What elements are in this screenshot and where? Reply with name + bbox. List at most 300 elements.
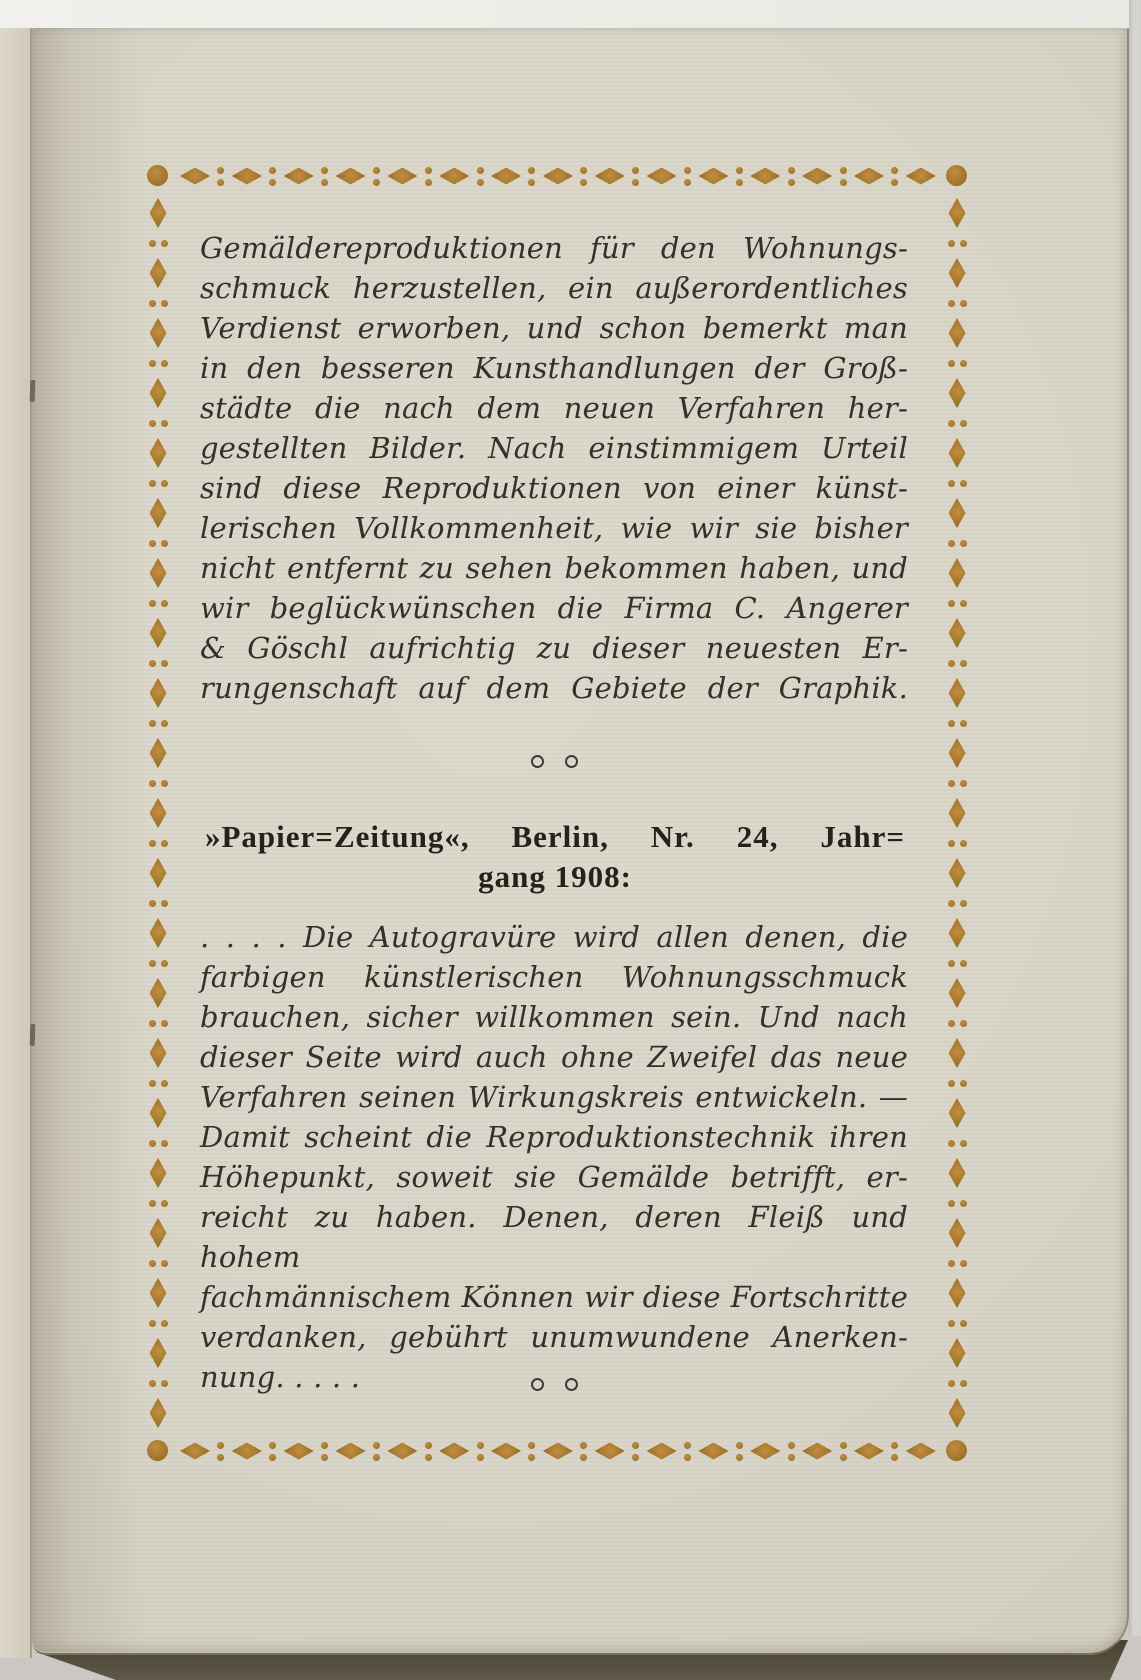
ornament-dots [948,1080,967,1087]
ornament-dot [425,1442,432,1449]
ornament-dots [840,167,847,186]
ornament-dots [948,240,967,247]
ornament-dot [149,720,156,727]
ornament-dot [161,1140,168,1147]
ornament-dot [149,1260,156,1267]
ornament-dots [948,660,967,667]
text-line: lerischen Vollkommenheit, wie wir sie bisher [200,511,908,545]
ornament-diamond [150,618,167,648]
ornament-dots [149,300,168,307]
ornament-dot [840,1442,847,1449]
ornament-dot [425,167,432,174]
ornament-dot [948,720,955,727]
text-line: fachmännischem Können wir diese Fortschritte [200,1280,908,1314]
ornament-dots [528,167,535,186]
ornament-dot [960,1080,967,1087]
photo-background-top [0,0,1141,28]
ornament-dots [948,900,967,907]
ornament-dots [948,780,967,787]
ornament-diamond [150,498,167,528]
ornament-dots [149,1020,168,1027]
ornament-diamond [150,858,167,888]
ornament-dots [149,600,168,607]
ornament-dot [948,900,955,907]
ornament-dot [891,179,898,186]
ornament-diamond [543,168,573,185]
ornament-diamond [150,678,167,708]
ornament-dot [425,1454,432,1461]
ornament-dots [948,1320,967,1327]
ornament-diamond [949,918,966,948]
ornament-dots [425,1442,432,1461]
ornament-diamond [180,1443,210,1460]
ornament-dot [840,179,847,186]
ornament-dots [149,1200,168,1207]
ornament-dots [269,167,276,186]
ornament-dot [149,480,156,487]
binding-stitch [30,1024,36,1046]
ornament-dots [948,540,967,547]
underlying-page-edge [0,28,32,1658]
ornament-diamond [949,1218,966,1248]
ring-ornament-icon [565,755,578,768]
paragraph-testimonial-1 [200,228,908,708]
text-line: schmuck herzustellen, ein außerordentliches [200,271,908,305]
ornament-dot [321,1442,328,1449]
ornament-dot [161,540,168,547]
ornament-dot [960,1320,967,1327]
ornament-diamond [150,1278,167,1308]
ornament-dot [161,1380,168,1387]
ornament-dots [948,1140,967,1147]
ornament-dot [161,840,168,847]
text-line: rungenschaft auf dem Gebiete der Graphik. [200,671,908,705]
ornament-dot [891,1454,898,1461]
ornament-dot [960,720,967,727]
ornament-dot [948,600,955,607]
ornament-diamond [949,1278,966,1308]
ornament-dot [477,1454,484,1461]
ornament-dots [149,960,168,967]
ornament-dot [161,780,168,787]
ornament-dot [373,1442,380,1449]
ornament-diamond [150,1398,167,1428]
ornament-diamond [949,558,966,588]
ornament-dots [149,1260,168,1267]
ornament-dot [948,1080,955,1087]
ornament-diamond [387,168,417,185]
ornament-diamond [949,858,966,888]
ornament-dot [161,480,168,487]
ornament-diamond [150,978,167,1008]
ornament-dots [632,1442,639,1461]
ornament-dot [528,1442,535,1449]
text-line: Damit scheint die Reproduktionstechnik ihren [200,1120,908,1154]
ornament-dot [149,1380,156,1387]
ornament-diamond [150,318,167,348]
ornament-corner-dot [147,1440,168,1461]
ornament-diamond [698,168,728,185]
ornament-dots [948,840,967,847]
ornament-dots [149,1080,168,1087]
ornament-dots [788,167,795,186]
ornament-dot [948,300,955,307]
ornament-diamond [150,438,167,468]
ornament-dots [149,840,168,847]
ornament-dot [580,167,587,174]
ornament-dots [948,1380,967,1387]
ornament-dot [960,300,967,307]
ornament-dots [948,360,967,367]
ornament-dot [632,1454,639,1461]
ornament-dot [217,179,224,186]
ornament-dot [960,1200,967,1207]
ornament-dot [321,1454,328,1461]
text-line: nicht entfernt zu sehen bekommen haben, und [200,551,908,585]
text-line: & Göschl aufrichtig zu dieser neuesten Er- [200,631,908,665]
ornament-diamond [949,618,966,648]
ornament-dot [948,840,955,847]
ornament-dots [948,960,967,967]
text-line: in den besseren Kunsthandlungen der Groß- [200,351,908,385]
text-line: farbigen künstlerischen Wohnungsschmuck [200,960,908,994]
ornament-dots [373,167,380,186]
ornament-dots [373,1442,380,1461]
ornament-diamond [949,738,966,768]
ornament-dot [161,420,168,427]
ornament-dot [217,1442,224,1449]
ornament-diamond [949,678,966,708]
ornament-dots [948,1020,967,1027]
section-divider [200,1378,908,1391]
text-line: Verdienst erworben, und schon bemerkt man [200,311,908,345]
ornament-diamond [949,1038,966,1068]
ornament-dot [161,720,168,727]
ornament-dot [891,167,898,174]
ornament-dot [149,900,156,907]
ornament-dot [684,1454,691,1461]
ornament-corner-dot [946,1440,967,1461]
ornament-diamond [543,1443,573,1460]
ornament-dot [960,1020,967,1027]
heading-line: »Papier=Zeitung«, Berlin, Nr. 24, Jahr= [205,819,905,854]
ornament-dots [948,300,967,307]
ornament-dot [149,1140,156,1147]
ring-ornament-icon [565,1378,578,1391]
ornament-dot [149,300,156,307]
ornament-dot [528,167,535,174]
ornament-dot [948,540,955,547]
ornament-dot [960,1140,967,1147]
ornament-dot [149,1080,156,1087]
ornament-dot [161,300,168,307]
ornament-dot [373,167,380,174]
ornament-dot [528,1454,535,1461]
ornament-diamond [232,168,262,185]
ornament-diamond [949,1098,966,1128]
ornament-diamond [949,258,966,288]
text-line: nung. . . . . [200,1360,361,1394]
ornament-dots [217,167,224,186]
ornament-dot [161,1080,168,1087]
ornament-diamond [336,1443,366,1460]
ornament-diamond [387,1443,417,1460]
ornament-dot [736,1442,743,1449]
ornament-diamond [750,1443,780,1460]
ornament-diamond [150,258,167,288]
ornament-dot [840,1454,847,1461]
ornament-dots [948,1200,967,1207]
ornament-border-bottom [180,1442,936,1460]
section-divider [200,755,908,768]
ornament-dots [948,480,967,487]
ornament-diamond [906,1443,936,1460]
ornament-dots [477,1442,484,1461]
ornament-dot [632,167,639,174]
ornament-diamond [491,168,521,185]
ornament-dot [960,600,967,607]
ornament-dots [149,420,168,427]
ornament-diamond [150,198,167,228]
ornament-dots [149,540,168,547]
text-line: Höhepunkt, soweit sie Gemälde betrifft, er- [200,1160,908,1194]
ornament-dots [149,240,168,247]
ornament-dot [161,600,168,607]
ornament-dots [149,360,168,367]
ornament-dot [149,840,156,847]
ornament-dot [149,1320,156,1327]
ornament-dot [788,167,795,174]
ornament-diamond [150,738,167,768]
ornament-diamond [949,498,966,528]
ornament-dot [948,660,955,667]
ornament-diamond [232,1443,262,1460]
heading-line: gang 1908: [478,859,632,894]
ornament-dots [580,1442,587,1461]
ornament-dot [960,420,967,427]
ornament-dot [684,167,691,174]
ornament-dot [149,960,156,967]
ornament-diamond [949,1338,966,1368]
ornament-diamond [949,1398,966,1428]
ornament-corner-dot [946,165,967,186]
ornament-dot [149,1200,156,1207]
ornament-dot [580,1454,587,1461]
ornament-diamond [647,168,677,185]
binding-stitch [30,380,36,402]
ornament-diamond [595,1443,625,1460]
ornament-dot [149,240,156,247]
ornament-dot [373,1454,380,1461]
ornament-dot [684,179,691,186]
ornament-diamond [854,1443,884,1460]
ornament-dots [632,167,639,186]
ornament-dot [960,240,967,247]
ornament-dots [149,1320,168,1327]
ornament-dot [960,780,967,787]
ornament-dot [960,660,967,667]
ring-ornament-icon [531,1378,544,1391]
text-line: Gemäldereproduktionen für den Wohnungs- [200,231,908,265]
ornament-dots [891,1442,898,1461]
ornament-dot [477,1442,484,1449]
ornament-diamond [150,1338,167,1368]
ornament-dot [149,420,156,427]
ornament-diamond [180,168,210,185]
ornament-dot [948,420,955,427]
ornament-diamond [439,168,469,185]
ornament-diamond [150,1218,167,1248]
ornament-dot [580,1442,587,1449]
ornament-diamond [949,198,966,228]
ornament-diamond [647,1443,677,1460]
ornament-dot [948,780,955,787]
ornament-dots [477,167,484,186]
ornament-diamond [750,168,780,185]
ornament-dot [736,167,743,174]
ornament-diamond [150,378,167,408]
text-line: . . . . Die Autogravüre wird allen denen, die [200,920,908,954]
ring-ornament-icon [531,755,544,768]
text-line: reicht zu haben. Denen, deren Fleiß und hohem [200,1200,908,1274]
source-heading [205,817,905,897]
ornament-dot [960,1380,967,1387]
ornament-dot [960,1260,967,1267]
ornament-diamond [949,318,966,348]
ornament-dot [948,360,955,367]
ornament-diamond [284,1443,314,1460]
ornament-dots [891,167,898,186]
photo-background-right [1129,0,1141,1680]
ornament-dots [149,1140,168,1147]
ornament-dot [684,1442,691,1449]
text-line: sind diese Reproduktionen von einer künst- [200,471,908,505]
ornament-diamond [854,168,884,185]
ornament-diamond [491,1443,521,1460]
ornament-dot [948,1020,955,1027]
ornament-diamond [802,168,832,185]
text-line: städte die nach dem neuen Verfahren her- [200,391,908,425]
ornament-dots [149,900,168,907]
ornament-dot [161,240,168,247]
ornament-border-top [180,167,936,185]
ornament-dot [269,1442,276,1449]
ornament-dot [736,1454,743,1461]
text-line: Verfahren seinen Wirkungskreis entwickeln. — [200,1080,908,1114]
ornament-dot [960,840,967,847]
ornament-dot [161,1260,168,1267]
ornament-dot [948,1380,955,1387]
ornament-dot [161,900,168,907]
ornament-dot [528,179,535,186]
ornament-dot [149,600,156,607]
ornament-dot [321,179,328,186]
ornament-diamond [906,168,936,185]
ornament-dot [373,179,380,186]
text-line: verdanken, gebührt unumwundene Anerken- [200,1320,908,1354]
ornament-dot [891,1442,898,1449]
ornament-dots [149,720,168,727]
ornament-dot [161,1200,168,1207]
text-line: dieser Seite wird auch ohne Zweifel das neue [200,1040,908,1074]
ornament-dot [736,179,743,186]
ornament-dot [960,540,967,547]
ornament-border-right [948,198,966,1428]
ornament-dot [269,167,276,174]
ornament-dot [161,960,168,967]
ornament-diamond [949,438,966,468]
ornament-dots [948,600,967,607]
ornament-dots [788,1442,795,1461]
ornament-dots [425,167,432,186]
ornament-dots [840,1442,847,1461]
ornament-dot [477,179,484,186]
ornament-dot [217,1454,224,1461]
ornament-dot [840,167,847,174]
ornament-dot [788,1442,795,1449]
ornament-diamond [336,168,366,185]
ornament-border-left [149,198,167,1428]
ornament-diamond [802,1443,832,1460]
ornament-dots [217,1442,224,1461]
text-line: gestellten Bilder. Nach einstimmigem Urteil [200,431,908,465]
ornament-dot [948,960,955,967]
ornament-dots [948,420,967,427]
ornament-dot [632,179,639,186]
ornament-dot [161,660,168,667]
ornament-diamond [150,798,167,828]
ornament-dots [149,780,168,787]
ornament-dot [960,960,967,967]
ornament-dots [948,1260,967,1267]
ornament-dots [149,660,168,667]
ornament-diamond [284,168,314,185]
ornament-dot [580,179,587,186]
ornament-diamond [150,1038,167,1068]
ornament-diamond [439,1443,469,1460]
ornament-dot [149,780,156,787]
ornament-corner-dot [147,165,168,186]
ornament-dot [788,1454,795,1461]
ornament-diamond [150,558,167,588]
ornament-diamond [150,918,167,948]
ornament-dot [477,167,484,174]
text-line: wir beglückwünschen die Firma C. Angerer [200,591,908,625]
ornament-dots [736,1442,743,1461]
ornament-dots [684,1442,691,1461]
ornament-diamond [949,798,966,828]
ornament-dots [580,167,587,186]
ornament-dot [149,1020,156,1027]
ornament-dots [684,167,691,186]
ornament-diamond [949,378,966,408]
ornament-dots [269,1442,276,1461]
text-line: brauchen, sicher willkommen sein. Und nach [200,1000,908,1034]
ornament-dot [161,1020,168,1027]
ornament-dot [960,900,967,907]
ornament-dot [948,1200,955,1207]
ornament-dots [528,1442,535,1461]
ornament-diamond [949,1158,966,1188]
ornament-dot [948,1320,955,1327]
ornament-dot [788,179,795,186]
ornament-dot [321,167,328,174]
ornament-dot [948,480,955,487]
ornament-dots [149,1380,168,1387]
ornament-dot [948,240,955,247]
ornament-dot [217,167,224,174]
ornament-dot [425,179,432,186]
